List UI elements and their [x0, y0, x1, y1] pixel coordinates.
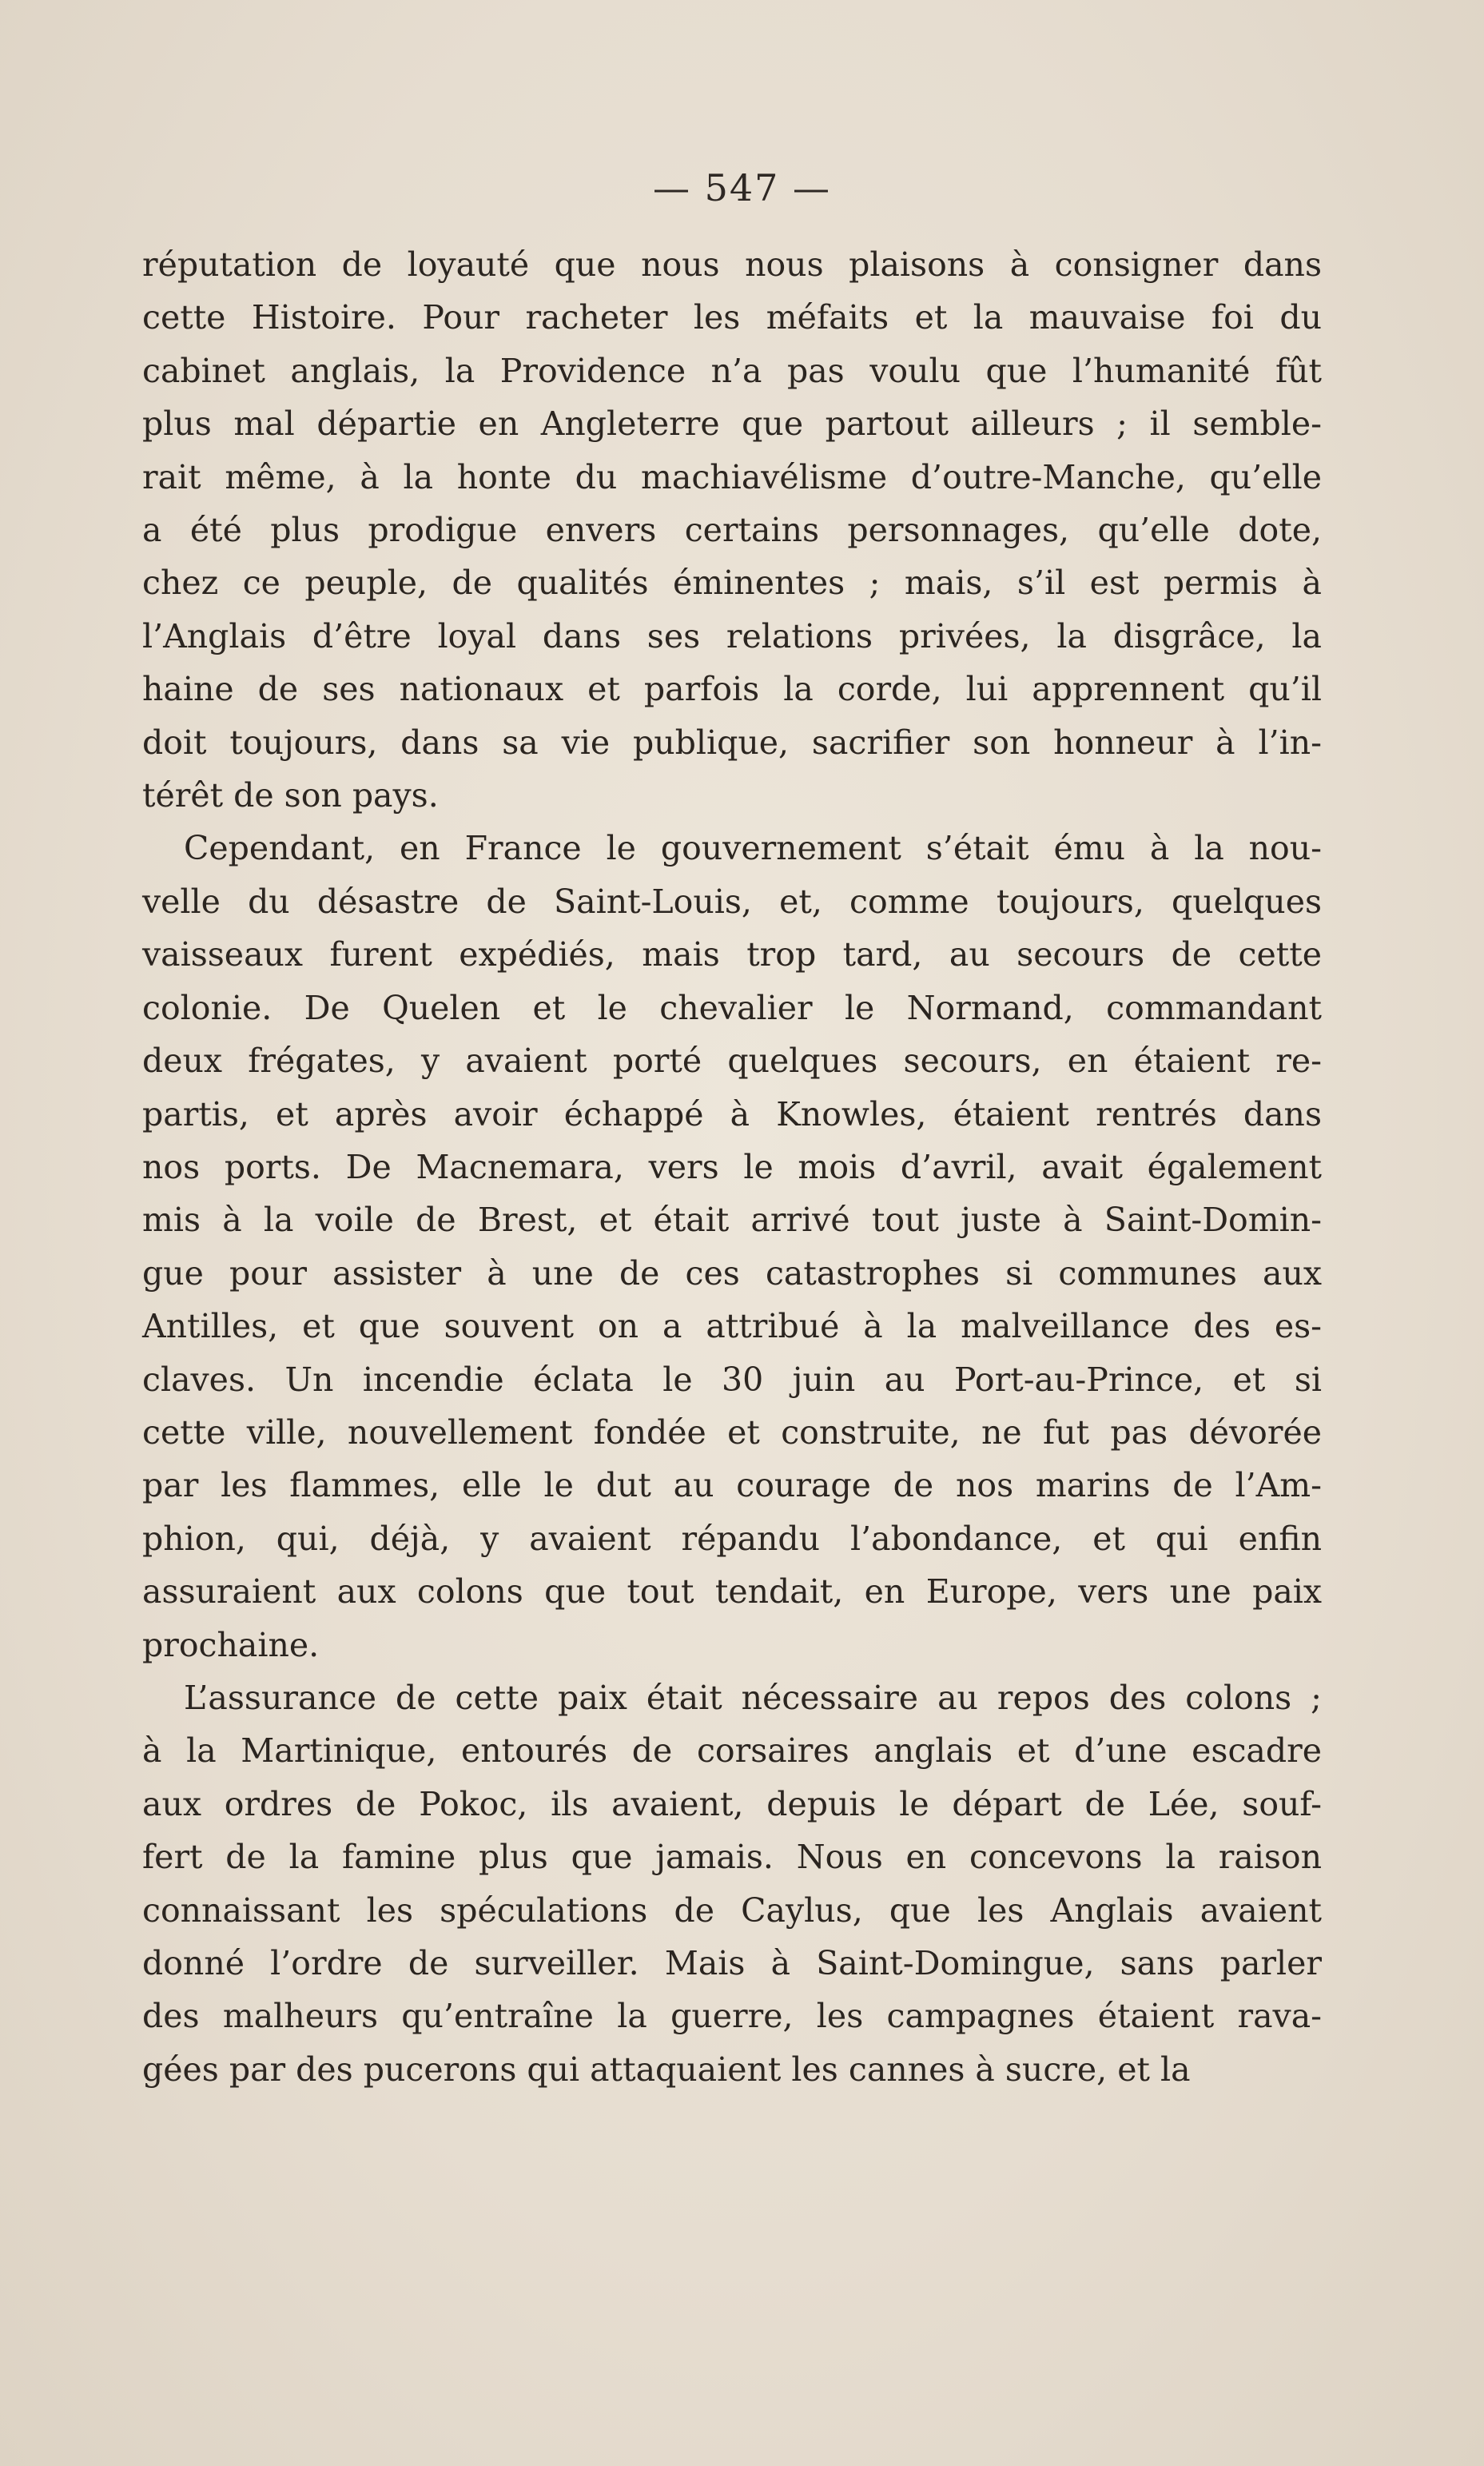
text-line: cette ville, nouvellement fondée et construite, ne fut pas dévorée	[142, 1412, 1322, 1452]
text-line: L’assurance de cette paix était nécessaire au repos des colons ;	[184, 1678, 1322, 1717]
text-line: partis, et après avoir échappé à Knowles, étaient rentrés dans	[142, 1094, 1322, 1133]
text-line: Cependant, en France le gouvernement s’était ému à la nou-	[184, 829, 1322, 868]
text-line: cabinet anglais, la Providence n’a pas voulu que l’humanité fût	[142, 351, 1322, 390]
text-line: connaissant les spéculations de Caylus, que les Anglais avaient	[142, 1890, 1322, 1930]
text-line: térêt de son pays.	[142, 776, 439, 815]
page-number: — 547 —	[652, 166, 832, 209]
text-line: colonie. De Quelen et le chevalier le Normand, commandant	[142, 988, 1322, 1027]
text-line: claves. Un incendie éclata le 30 juin au Port-au-Prince, et si	[142, 1360, 1322, 1399]
text-line: cette Histoire. Pour racheter les méfaits et la mauvaise foi du	[142, 298, 1322, 337]
text-line: Antilles, et que souvent on a attribué à la malveillance des es-	[142, 1307, 1322, 1346]
text-line: mis à la voile de Brest, et était arrivé tout juste à Saint-Domin-	[142, 1201, 1322, 1240]
text-line: chez ce peuple, de qualités éminentes ; mais, s’il est permis à	[142, 564, 1322, 603]
paragraph-2	[142, 822, 1322, 1671]
text-line: gue pour assister à une de ces catastrophes si communes aux	[142, 1253, 1322, 1293]
text-line: à la Martinique, entourés de corsaires anglais et d’une escadre	[142, 1731, 1322, 1771]
body-text	[142, 238, 1322, 2096]
text-line: assuraient aux colons que tout tendait, en Europe, vers une paix	[142, 1572, 1322, 1611]
text-line: velle du désastre de Saint-Louis, et, comme toujours, quelques	[142, 882, 1322, 921]
text-line: doit toujours, dans sa vie publique, sacrifier son honneur à l’in-	[142, 723, 1322, 762]
text-line: réputation de loyauté que nous nous plaisons à consigner dans	[142, 245, 1322, 284]
text-line: nos ports. De Macnemara, vers le mois d’avril, avait également	[142, 1147, 1322, 1186]
text-line: par les flammes, elle le dut au courage de nos marins de l’Am-	[142, 1466, 1322, 1505]
paragraph-1	[142, 238, 1322, 822]
text-line: a été plus prodigue envers certains personnages, qu’elle dote,	[142, 511, 1322, 550]
text-line: plus mal départie en Angleterre que partout ailleurs ; il semble-	[142, 404, 1322, 444]
paragraph-3	[142, 1671, 1322, 2096]
text-line: des malheurs qu’entraîne la guerre, les campagnes étaient rava-	[142, 1997, 1322, 2036]
text-line: phion, qui, déjà, y avaient répandu l’abondance, et qui enfin	[142, 1519, 1322, 1558]
text-line: prochaine.	[142, 1625, 320, 1664]
text-line: rait même, à la honte du machiavélisme d’outre-Manche, qu’elle	[142, 457, 1322, 496]
text-line: deux frégates, y avaient porté quelques secours, en étaient re-	[142, 1042, 1322, 1081]
text-line: gées par des pucerons qui attaquaient les cannes à sucre, et la	[142, 2050, 1191, 2089]
text-line: fert de la famine plus que jamais. Nous en concevons la raison	[142, 1838, 1322, 1877]
text-line: haine de ses nationaux et parfois la corde, lui apprennent qu’il	[142, 670, 1322, 709]
text-line: vaisseaux furent expédiés, mais trop tard, au secours de cette	[142, 935, 1322, 974]
text-line: aux ordres de Pokoc, ils avaient, depuis le départ de Lée, souf-	[142, 1784, 1322, 1823]
text-line: l’Anglais d’être loyal dans ses relations privées, la disgrâce, la	[142, 616, 1322, 655]
text-line: donné l’ordre de surveiller. Mais à Saint-Domingue, sans parler	[142, 1944, 1322, 1982]
